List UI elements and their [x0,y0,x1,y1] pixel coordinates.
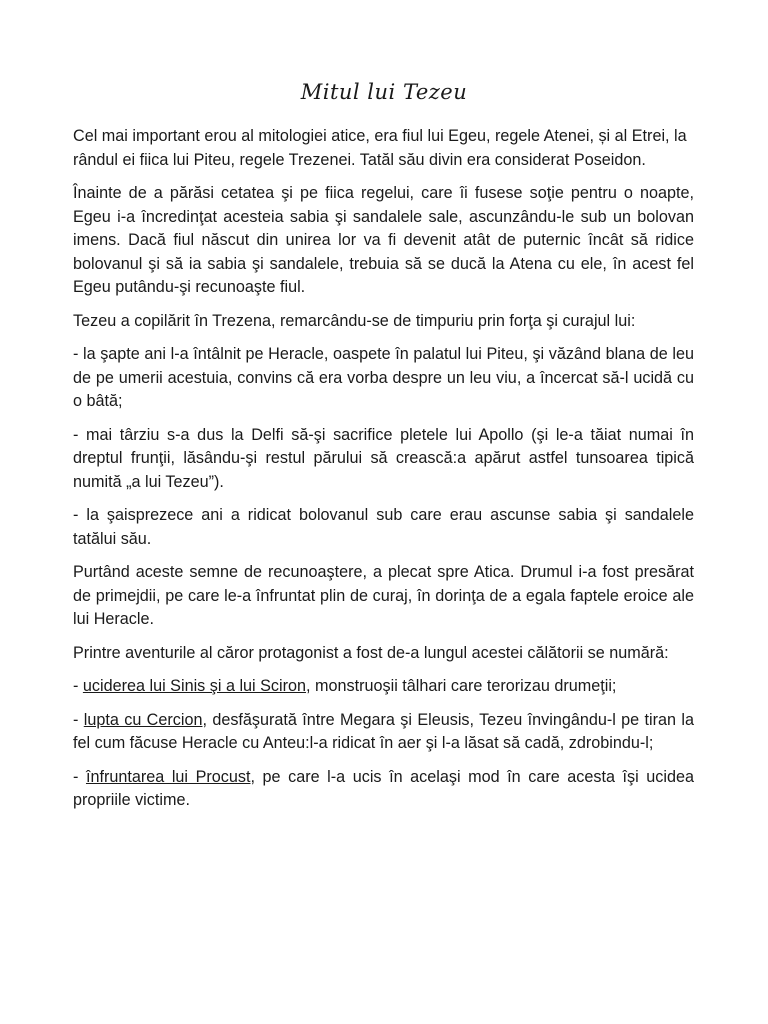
list-item [73,675,694,699]
adventure-link[interactable]: lupta cu Cercion [83,710,203,729]
document-title: Mitul lui Tezeu [300,80,468,104]
list-item [73,709,694,756]
list-text: , pe care l-a ucis în acelaşi mod în care acesta îşi ucidea propriile victime. [73,767,695,809]
list-prefix: - [73,710,84,729]
list-text: , monstruoşii tâlhari care terorizau drumeţii; [306,677,617,695]
paragraph: Cel mai important erou al mitologiei atice, era fiul lui Egeu, regele Atenei, și al Etrei, la rândul ei fiica lui Piteu, regele Trezenei. Tatăl său divin era considerat Poseidon. [73,127,687,169]
list-item [73,766,694,813]
list-prefix: - [73,677,83,695]
paragraph: - la şaisprezece ani a ridicat bolovanul sub care erau ascunse sabia şi sandalele tatălui său. [73,506,694,548]
paragraph: Purtând aceste semne de recunoaştere, a plecat spre Atica. Drumul i-a fost presărat de primejdii, pe care le-a înfruntat plin de curaj, în dorinţa de a egala faptele eroice ale lui Heracle. [73,563,694,628]
adventure-link[interactable]: înfruntarea lui Procust [85,767,251,786]
paragraph: Tezeu a copilărit în Trezena, remarcându-se de timpuriu prin forţa şi curajul lui: [73,311,636,330]
paragraph: Înainte de a părăsi cetatea şi pe fiica regelui, care îi fusese soţie pentru o noapte, Egeu i-a încredinţat acesteia sabia şi sandalele sale, ascunzându-le sub un bolovan imens. Dacă fiul născut din unirea lor va fi devenit atât de puternic încât să ridice bolovanul şi să ia sabia şi sandalele, trebuia să se ducă la Atena cu ele, în acest fel Egeu putându-şi recunoaşte fiul. [73,184,694,296]
adventure-link[interactable]: uciderea lui Sinis şi a lui Sciron [82,677,307,695]
list-prefix: - [73,767,86,786]
paragraph: - mai târziu s-a dus la Delfi să-şi sacrifice pletele lui Apollo (şi le-a tăiat numai în dreptul frunţii, lăsându-şi restul părului să crească:a apărut astfel tunsoarea tipică numită „a lui Tezeu”). [73,425,694,491]
document-body [73,125,694,823]
list-text: , desfăşurată între Megara şi Eleusis, Tezeu învingându-l pe tiran la fel cum făcuse Heracle cu Anteu:l-a ridicat în aer şi l-a lăsat să cadă, zdrobindu-l; [73,710,694,752]
paragraph: Printre aventurile al căror protagonist a fost de-a lungul acestei călătorii se numără: [73,643,669,662]
paragraph: - la şapte ani l-a întâlnit pe Heracle, oaspete în palatul lui Piteu, şi văzând blana de leu de pe umerii acestuia, convins că era vorba despre un leu viu, a încercat să-l ucidă cu o bâtă; [73,345,694,410]
